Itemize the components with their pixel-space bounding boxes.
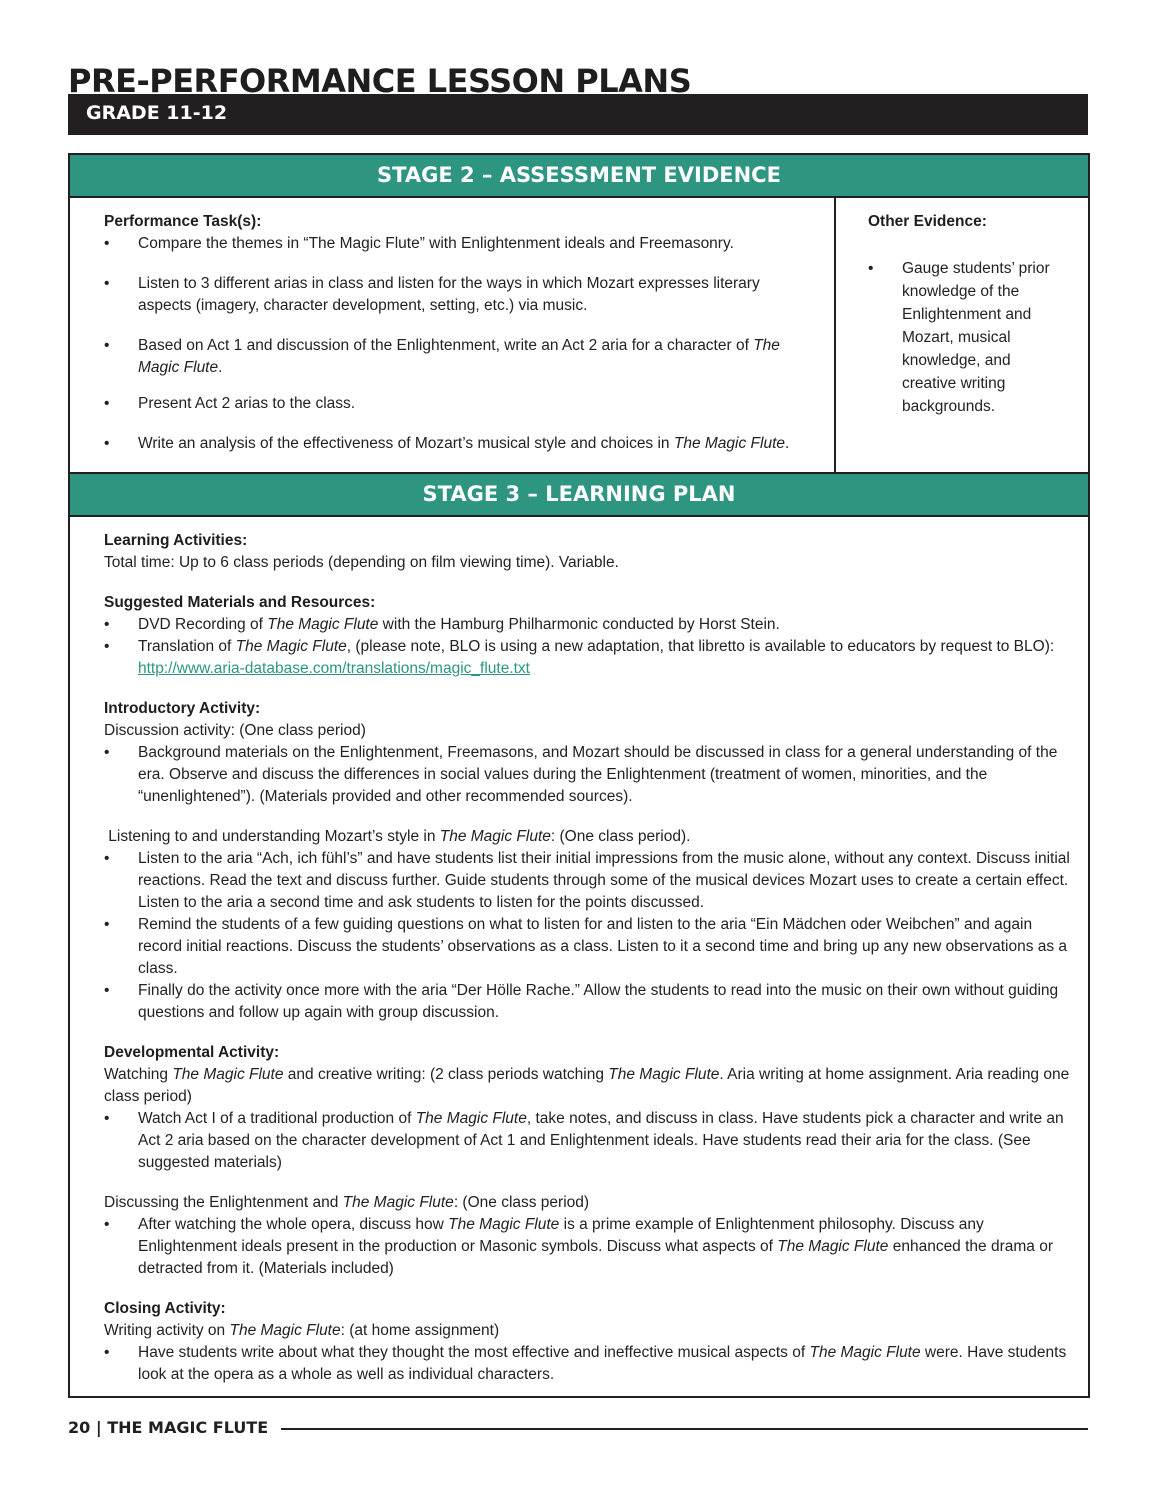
listening-item: • Remind the students of a few guiding questions on what to listen for and listen to the aria “Ein Mädchen oder Weibchen” and again record initial reactions. Discuss the students’ observations as a class. Listen to it a second time and bring up any new observations as a class.: [104, 914, 1074, 980]
page-title: PRE-PERFORMANCE LESSON PLANS: [68, 62, 692, 100]
other-evidence: [868, 211, 1058, 418]
introductory-heading: Introductory Activity:: [104, 700, 261, 717]
introductory-text: Discussion activity: (One class period): [104, 722, 366, 739]
closing-item: • Have students write about what they thought the most effective and ineffective musical aspects of The Magic Flute were. Have students look at the opera as a whole as well as individual characters.: [104, 1342, 1074, 1386]
materials-heading: Suggested Materials and Resources:: [104, 594, 376, 611]
listening-item: • Listen to the aria “Ach, ich fühl’s” and have students list their initial impressions from the music alone, without any context. Discuss initial reactions. Read the text and discuss further. Guide students through some of the musical devices Mozart uses to create a certain effect. Listen to the aria a second time and ask students to listen for the points discussed.: [104, 848, 1074, 914]
task-item: • Write an analysis of the effectiveness of Mozart’s musical style and choices in The Magic Flute.: [104, 433, 816, 455]
stage2-header: STAGE 2 – ASSESSMENT EVIDENCE: [70, 155, 1088, 198]
lesson-plan-table: [68, 153, 1090, 1398]
task-item: • Based on Act 1 and discussion of the Enlightenment, write an Act 2 aria for a character of The Magic Flute.: [104, 335, 816, 379]
footer-text: 20 | THE MAGIC FLUTE: [68, 1418, 269, 1437]
column-divider: [834, 198, 836, 472]
grade-label: GRADE 11-12: [86, 102, 228, 124]
libretto-link[interactable]: http://www.aria-database.com/translations/magic_flute.txt: [138, 660, 530, 677]
footer-rule: [281, 1428, 1088, 1430]
introductory-item: • Background materials on the Enlightenment, Freemasons, and Mozart should be discussed in class for a general understanding of the era. Observe and discuss the differences in social values during the Enlightenment (treatment of women, minorities, and the “unenlightened”). (Materials provided and other recommended sources).: [104, 742, 1074, 808]
learning-activities-heading: Learning Activities:: [104, 532, 248, 549]
discussing-text: Discussing the Enlightenment and The Magic Flute: (One class period): [104, 1194, 590, 1211]
task-item: • Compare the themes in “The Magic Flute” with Enlightenment ideals and Freemasonry.: [104, 233, 816, 255]
developmental-heading: Developmental Activity:: [104, 1044, 280, 1061]
closing-text: Writing activity on The Magic Flute: (at home assignment): [104, 1322, 500, 1339]
developmental-text: Watching The Magic Flute and creative writing: (2 class periods watching The Magic Flute. Aria writing at home assignment. Aria reading one class period): [104, 1066, 1070, 1105]
other-evidence-item: • Gauge students’ prior knowledge of the Enlightenment and Mozart, musical knowledge, and creative writing backgrounds.: [868, 257, 1058, 418]
listening-text: Listening to and understanding Mozart’s style in The Magic Flute: (One class period).: [104, 828, 691, 845]
material-item: [104, 636, 1074, 680]
performance-heading: Performance Task(s):: [104, 213, 262, 230]
listening-item: • Finally do the activity once more with the aria “Der Hölle Rache.” Allow the students to read into the music on their own without guiding questions and follow up again with group discussion.: [104, 980, 1074, 1024]
task-item: • Present Act 2 arias to the class.: [104, 393, 816, 415]
grade-bar: [68, 94, 1088, 135]
performance-tasks: [104, 211, 816, 455]
other-evidence-heading: Other Evidence:: [868, 213, 987, 230]
closing-heading: Closing Activity:: [104, 1300, 226, 1317]
footer: [68, 1416, 1088, 1440]
developmental-item: • Watch Act I of a traditional production of The Magic Flute, take notes, and discuss in class. Have students pick a character and write an Act 2 aria based on the character development of Act 1 and Enlightenment ideals. Have students read their aria for the class. (See suggested materials): [104, 1108, 1074, 1174]
stage3-header: STAGE 3 – LEARNING PLAN: [70, 472, 1088, 517]
discussing-item: • After watching the whole opera, discuss how The Magic Flute is a prime example of Enlightenment philosophy. Discuss any Enlightenment ideals present in the production or Masonic symbols. Discuss what aspects of The Magic Flute enhanced the drama or detracted from it. (Materials included): [104, 1214, 1074, 1280]
task-item: • Listen to 3 different arias in class and listen for the ways in which Mozart expresses literary aspects (imagery, character development, setting, etc.) via music.: [104, 273, 816, 317]
material-item: • DVD Recording of The Magic Flute with the Hamburg Philharmonic conducted by Horst Stein.: [104, 614, 1074, 636]
material-item-text: Translation of The Magic Flute, (please note, BLO is using a new adaptation, that libretto is available to educators by request to BLO):: [138, 638, 1055, 655]
learning-plan-content: [104, 530, 1074, 1386]
learning-activities-text: Total time: Up to 6 class periods (depending on film viewing time). Variable.: [104, 554, 619, 571]
